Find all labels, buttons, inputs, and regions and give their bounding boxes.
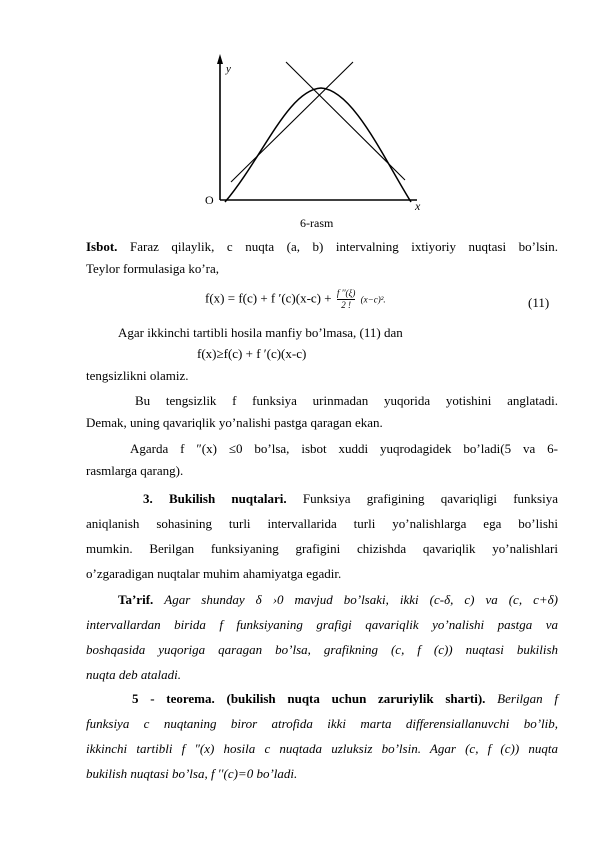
definition-line-4: nuqta deb ataladi. <box>86 667 181 682</box>
definition-lead: Ta’rif. <box>118 592 154 607</box>
origin-label: O <box>205 193 214 207</box>
theorem-text-1: Berilgan f <box>497 691 559 706</box>
function-curve <box>225 88 411 202</box>
concave-function-figure <box>193 52 423 212</box>
formula-tail: (x−c)². <box>360 294 386 305</box>
theorem-line-4: bukilish nuqtasi bo’lsa, f ′′(c)=0 bo’ladi. <box>86 766 298 781</box>
definition-text-1: Agar shunday δ ›0 mavjud bo’lsaki, ikki (c-δ, c) va (c, c+δ) <box>164 592 558 607</box>
definition-line-3: boshqasida yuqoriga qaragan bo’lsa, grafikning (c, f (c)) nuqtasi bukilish <box>86 642 558 657</box>
theorem-line-2: funksiya c nuqtaning biror atrofida ikki marta differensiallanuvchi bo’lib, <box>86 716 558 731</box>
fraction-numerator: f ′′(ξ) <box>336 288 356 298</box>
section-text-1: Funksiya grafigining qavariqligi funksiya <box>302 491 558 506</box>
proof-text-1: Faraz qilaylik, c nuqta (a, b) intervalning ixtiyoriy nuqtasi bo’lsin. <box>129 239 558 254</box>
proof-line-4: tengsizlikni olamiz. <box>86 368 189 383</box>
section-line-4: o’zgaradigan nuqtalar muhim ahamiyatga egadir. <box>86 566 342 581</box>
section-line-1 <box>143 491 558 507</box>
x-axis-label: x <box>415 199 421 212</box>
y-axis-label: y <box>226 63 231 75</box>
proof-line-3: Agar ikkinchi tartibli hosila manfiy bo’lmasa, (11) dan <box>118 325 403 340</box>
section-line-2: aniqlanish sohasining turli intervallarida turli yo’nalishlarga ega bo’lishi <box>86 516 558 531</box>
theorem-line-1 <box>132 691 558 707</box>
definition-line-2: intervallardan birida f funksiyaning grafigi qavariqlik yo’nalishi pastga va <box>86 617 558 632</box>
para2-line-2: Demak, uning qavariqlik yo’nalishi pastga qaragan ekan. <box>86 415 383 430</box>
y-axis-arrow <box>217 54 223 64</box>
inequality: f(x)≥f(c) + f ′(c)(x-c) <box>197 346 307 361</box>
para3-line-1: Agarda f ″(x) ≤0 bo’lsa, isbot xuddi yuqrodagidek bo’ladi(5 va 6- <box>130 441 558 456</box>
para3-line-2: rasmlarga qarang). <box>86 463 184 478</box>
figure-caption: 6-rasm <box>300 216 334 230</box>
theorem-line-3: ikkinchi tartibli f ″(x) hosila c nuqtada uzluksiz bo’lsin. Agar (c, f (c)) nuqta <box>86 741 558 756</box>
taylor-formula <box>205 288 386 311</box>
para2-line-1: Bu tengsizlik f funksiya urinmadan yuqorida yotishini anglatadi. <box>135 393 558 408</box>
section-heading: 3. Bukilish nuqtalari. <box>143 491 287 506</box>
formula-fraction <box>337 288 356 311</box>
proof-line-1 <box>86 239 558 255</box>
proof-lead: Isbot. <box>86 239 118 254</box>
definition-line-1 <box>118 592 558 608</box>
equation-number: (11) <box>528 295 550 310</box>
formula-main: f(x) = f(c) + f ′(c)(x-c) + <box>205 290 332 306</box>
tangent-line-right <box>286 62 405 180</box>
tangent-line-left <box>231 62 353 182</box>
section-line-3: mumkin. Berilgan funksiyaning grafigini chizishda qavariqlik yo’nalishlari <box>86 541 558 556</box>
fraction-denominator: 2 ! <box>341 300 351 310</box>
theorem-lead: 5 - teorema. (bukilish nuqta uchun zaruriylik sharti). <box>132 691 486 706</box>
proof-line-2: Teylor formulasiga ko’ra, <box>86 261 220 276</box>
